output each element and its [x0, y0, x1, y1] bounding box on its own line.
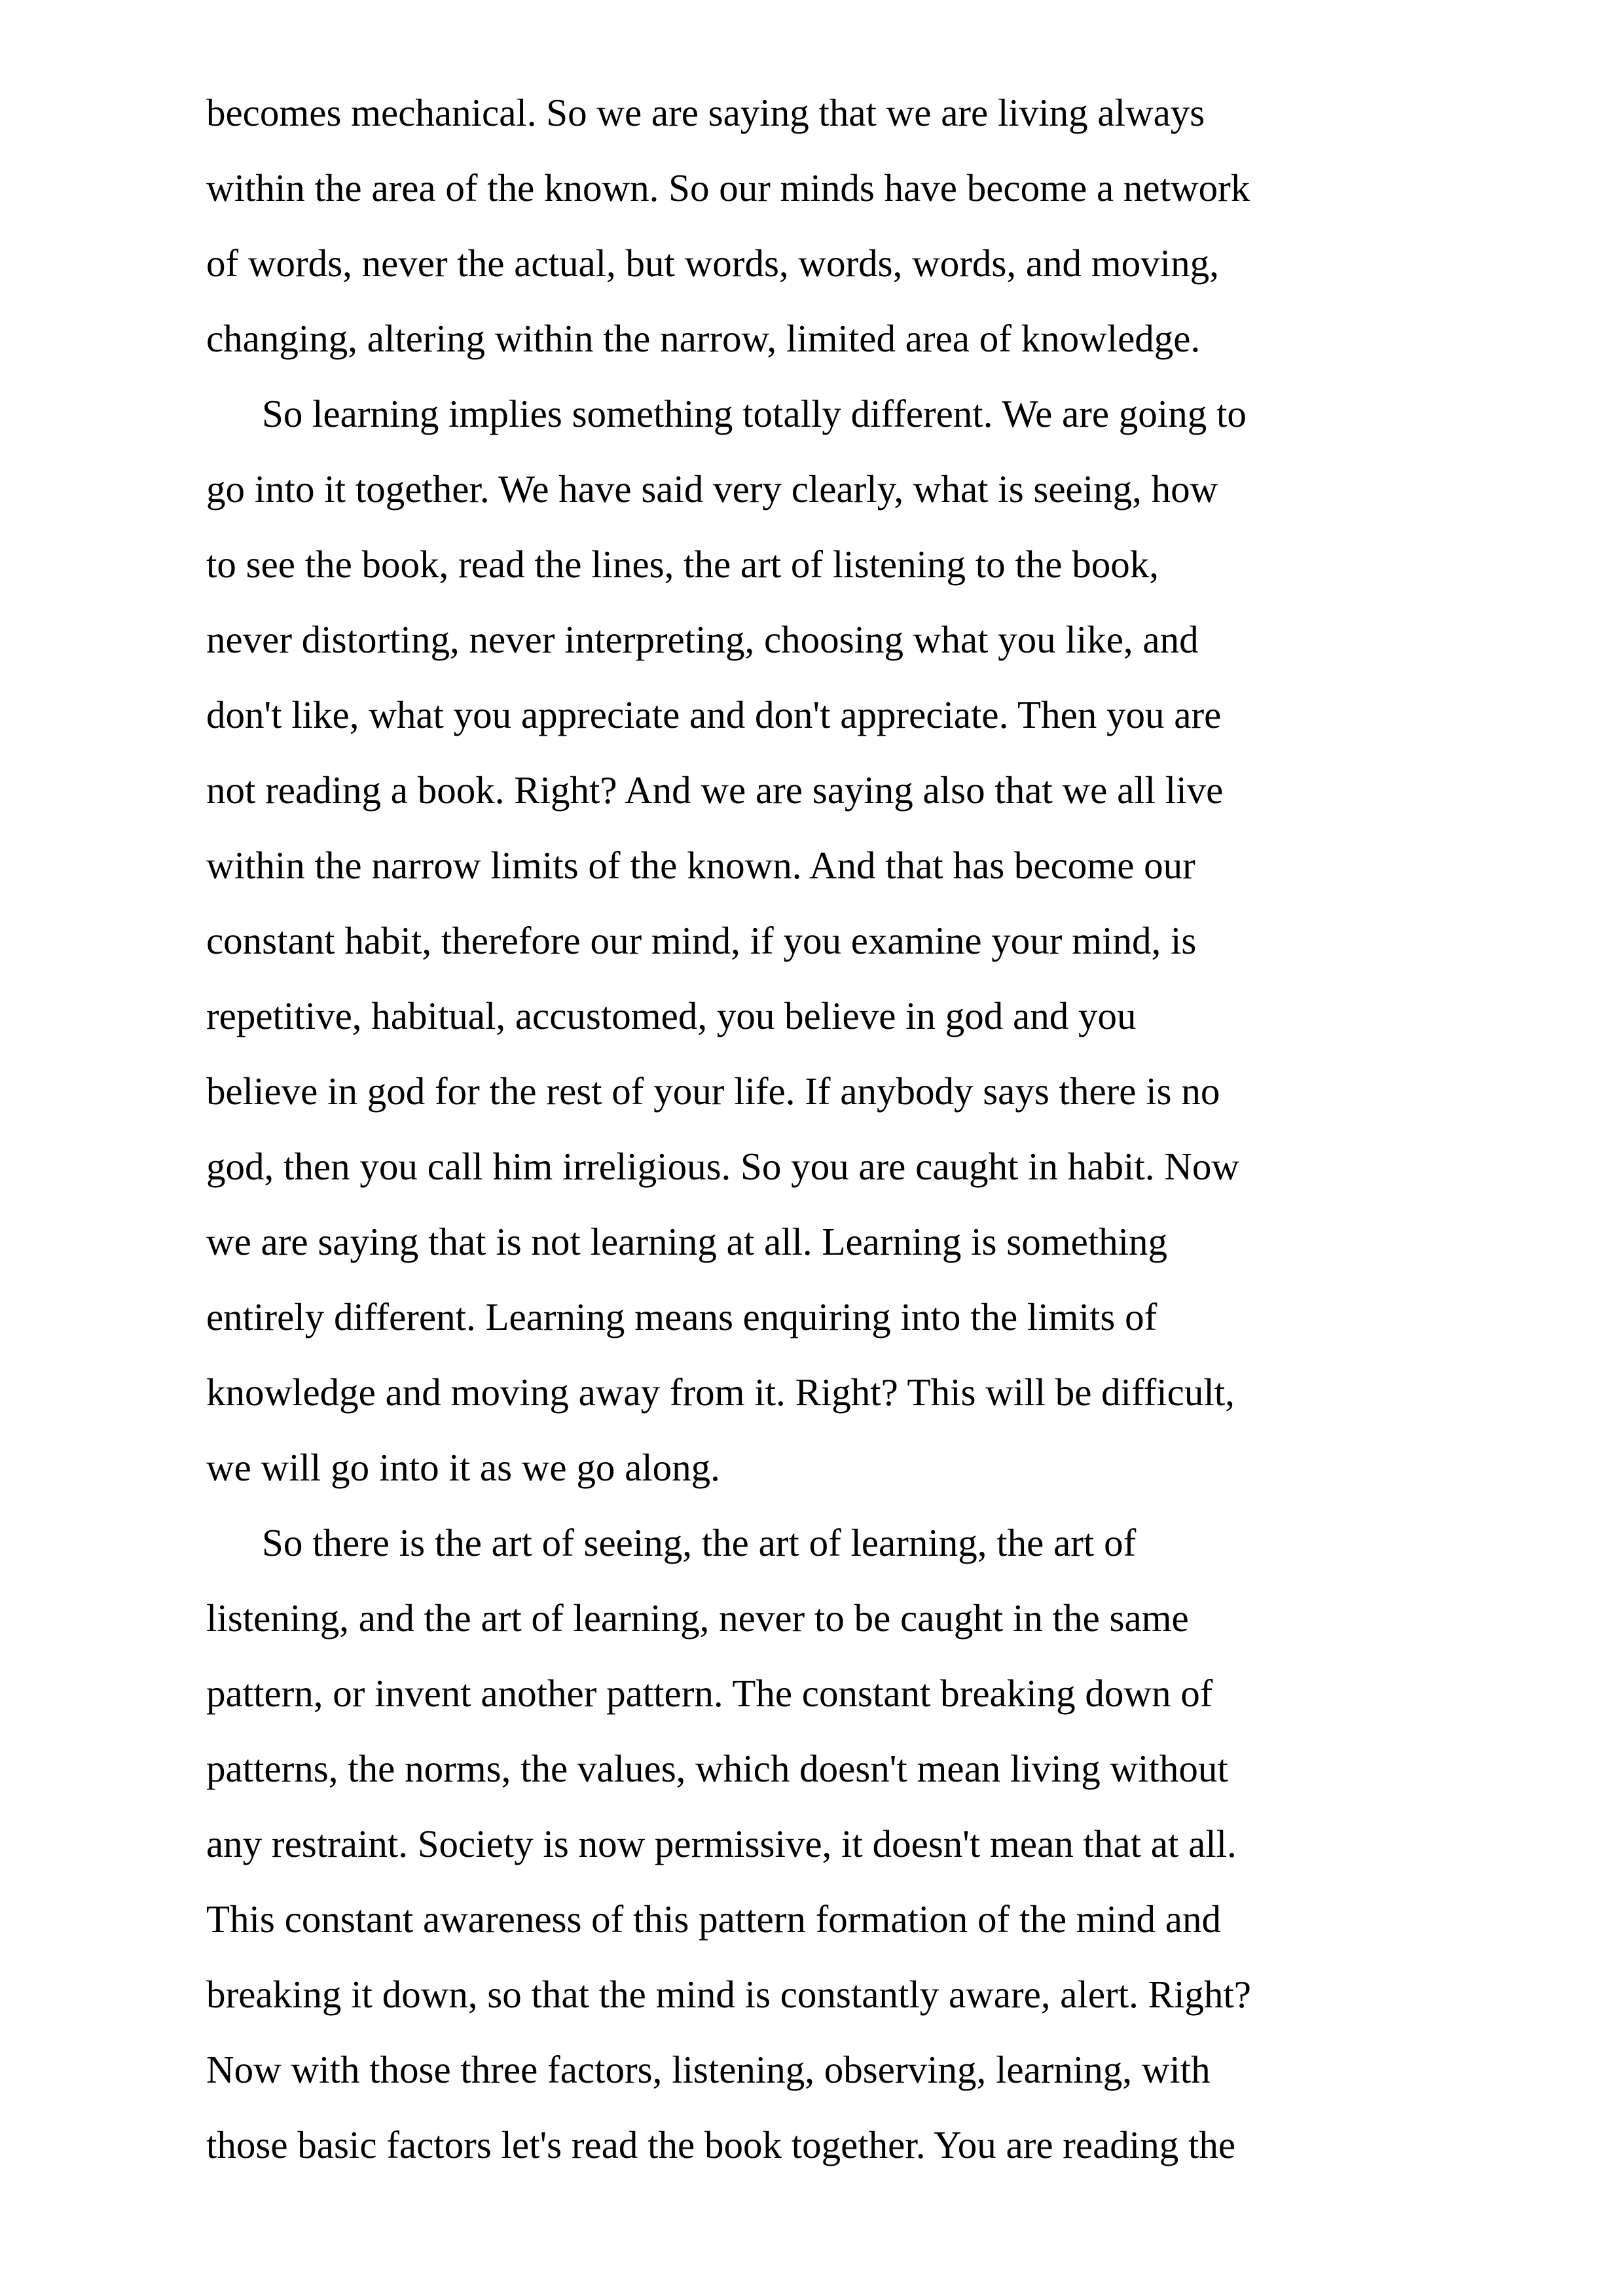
paragraph-1 [206, 75, 1450, 376]
text-line: go into it together. We have said very clearly, what is seeing, how [206, 467, 1218, 511]
text-line: believe in god for the rest of your life. If anybody says there is no [206, 1069, 1220, 1113]
text-line-indented: So there is the art of seeing, the art of learning, the art of [262, 1521, 1137, 1564]
text-line: This constant awareness of this pattern formation of the mind and [206, 1897, 1221, 1941]
text-line: god, then you call him irreligious. So you are caught in habit. Now [206, 1145, 1239, 1188]
text-line: don't like, what you appreciate and don't appreciate. Then you are [206, 693, 1222, 736]
text-line: not reading a book. Right? And we are saying also that we all live [206, 768, 1224, 812]
text-line: we will go into it as we go along. [206, 1446, 720, 1489]
text-line: repetitive, habitual, accustomed, you believe in god and you [206, 994, 1137, 1037]
body-text [206, 75, 1450, 2183]
text-line: entirely different. Learning means enquiring into the limits of [206, 1295, 1158, 1338]
text-line: to see the book, read the lines, the art of listening to the book, [206, 543, 1159, 586]
text-line: Now with those three factors, listening, observing, learning, with [206, 2048, 1211, 2091]
text-line: knowledge and moving away from it. Right? This will be difficult, [206, 1371, 1235, 1414]
text-line: pattern, or invent another pattern. The constant breaking down of [206, 1672, 1213, 1715]
text-line: we are saying that is not learning at all. Learning is something [206, 1220, 1168, 1263]
text-line: constant habit, therefore our mind, if you examine your mind, is [206, 919, 1197, 962]
paragraph-2 [206, 376, 1450, 1505]
text-line: changing, altering within the narrow, limited area of knowledge. [206, 317, 1201, 360]
text-line: never distorting, never interpreting, choosing what you like, and [206, 618, 1199, 661]
text-line: breaking it down, so that the mind is constantly aware, alert. Right? [206, 1973, 1251, 2016]
text-line: within the narrow limits of the known. And that has become our [206, 844, 1195, 887]
text-line-indented: So learning implies something totally different. We are going to [262, 392, 1247, 435]
text-line: any restraint. Society is now permissive, it doesn't mean that at all. [206, 1822, 1237, 1865]
text-line: within the area of the known. So our minds have become a network [206, 166, 1250, 209]
text-line: listening, and the art of learning, never to be caught in the same [206, 1596, 1189, 1640]
text-line: becomes mechanical. So we are saying that we are living always [206, 91, 1205, 134]
text-line: of words, never the actual, but words, words, words, and moving, [206, 242, 1219, 285]
text-line: patterns, the norms, the values, which doesn't mean living without [206, 1747, 1228, 1790]
text-line: those basic factors let's read the book together. You are reading the [206, 2123, 1236, 2166]
paragraph-3 [206, 1505, 1450, 2183]
